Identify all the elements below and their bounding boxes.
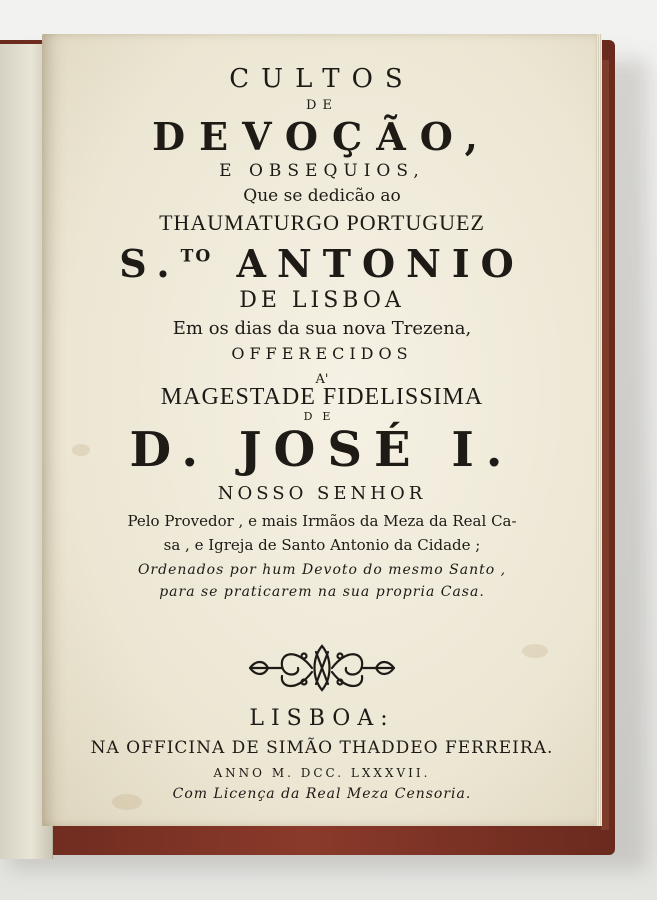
title-line-devocao: DEVOÇÃO,	[152, 114, 492, 159]
imprint-city: LISBOA:	[249, 706, 395, 731]
subtitle-line-a: A'	[315, 372, 329, 387]
imprint-printer: NA OFFICINA DE SIMÃO THADDEO FERREIRA.	[90, 738, 554, 758]
subtitle-line-offerecidos: OFFERECIDOS	[231, 344, 413, 363]
subtitle-line-magestade: MAGESTADE FIDELISSIMA	[160, 384, 484, 410]
subtitle-line-dedicao: Que se dedicão ao	[243, 186, 401, 206]
foxing-spot	[522, 644, 548, 658]
imprint-license: Com Licença da Real Meza Censoria.	[172, 786, 472, 802]
title-page	[42, 34, 602, 826]
saint-abbrev-superscript: TO	[180, 246, 213, 267]
subtitle-line-de: DE	[303, 410, 341, 423]
saint-abbrev: S.	[119, 241, 181, 286]
body-line-provedor: Pelo Provedor , e mais Irmãos da Meza da Real Ca-	[127, 512, 517, 530]
body-line-praticarem: para se praticarem na sua propria Casa.	[159, 584, 485, 600]
body-line-ordenados: Ordenados por hum Devoto do mesmo Santo ,	[137, 562, 507, 578]
title-line-obsequios: E OBSEQUIOS,	[219, 161, 425, 181]
imprint-year: ANNO M. DCC. LXXXVII.	[213, 766, 431, 780]
floral-vignette-icon	[242, 638, 402, 698]
subtitle-line-thaumaturgo: THAUMATURGO PORTUGUEZ	[159, 210, 485, 235]
title-line-de: DE	[306, 98, 338, 113]
title-line-santo-antonio	[42, 241, 602, 286]
title-line-jose: D. JOSÉ I.	[129, 422, 515, 478]
saint-name: ANTONIO	[236, 241, 525, 286]
body-line-igreja: sa , e Igreja de Santo Antonio da Cidade ;	[163, 536, 481, 554]
subtitle-line-trezena: Em os dias da sua nova Trezena,	[172, 318, 472, 339]
title-line-de-lisboa: DE LISBOA	[239, 288, 405, 313]
subtitle-line-nosso-senhor: NOSSO SENHOR	[217, 483, 427, 504]
title-line-cultos: CULTOS	[229, 64, 415, 94]
